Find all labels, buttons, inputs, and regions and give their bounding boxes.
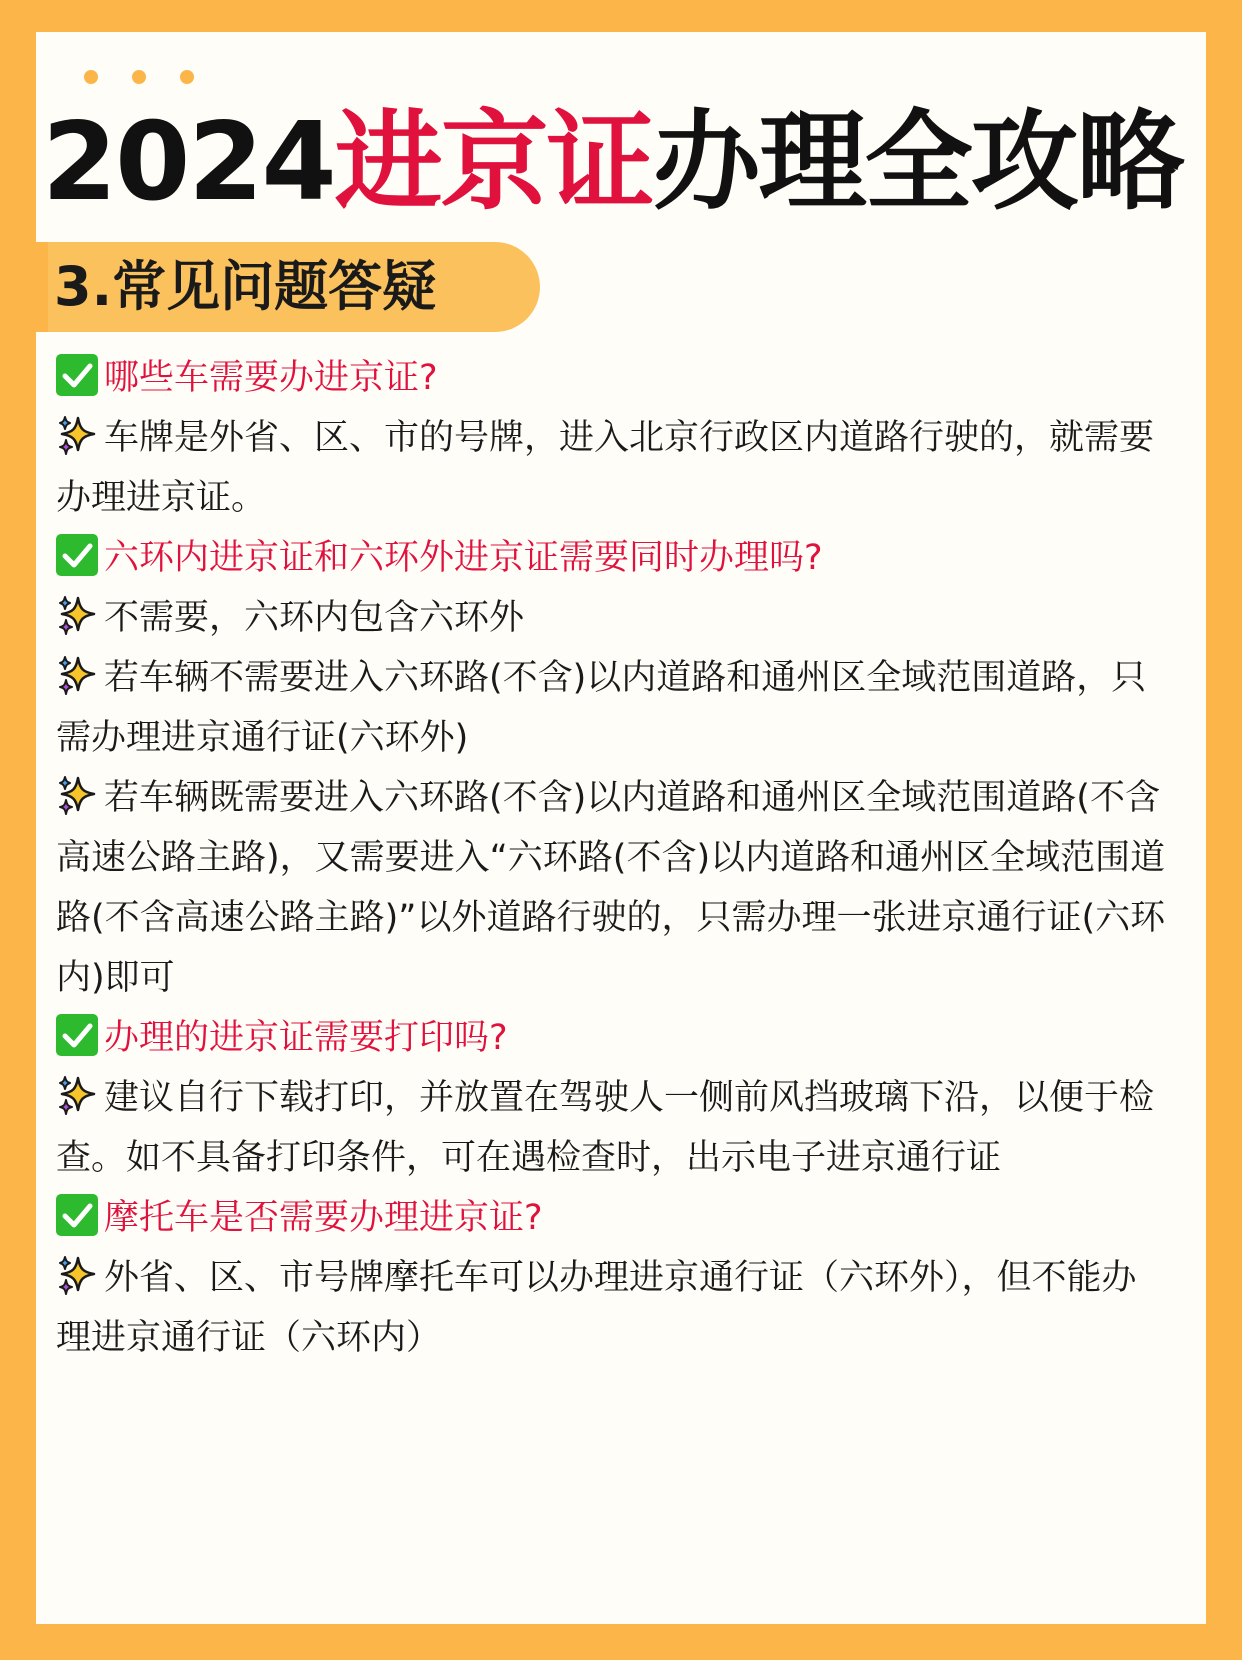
dot-icon (132, 70, 146, 84)
answer-text: 不需要，六环内包含六环外 (104, 598, 525, 638)
question-line (56, 528, 1166, 588)
page-title (42, 88, 1202, 238)
check-icon (56, 534, 98, 576)
section-tab (36, 242, 540, 332)
answer-line (56, 768, 1166, 1008)
question-line (56, 1008, 1166, 1068)
sparkle-icon (56, 594, 98, 636)
check-icon (56, 354, 98, 396)
sparkle-icon (56, 1254, 98, 1296)
question-text: 摩托车是否需要办理进京证? (104, 1198, 543, 1238)
question-text: 办理的进京证需要打印吗? (104, 1018, 508, 1058)
check-icon (56, 1194, 98, 1236)
answer-text: 车牌是外省、区、市的号牌，进入北京行政区内道路行驶的，就需要办理进京证。 (56, 418, 1155, 518)
title-year: 2024 (42, 100, 335, 225)
answer-line (56, 648, 1166, 768)
title-highlight: 进京证 (334, 100, 653, 225)
question-text: 六环内进京证和六环外进京证需要同时办理吗? (104, 538, 823, 578)
question-line (56, 348, 1166, 408)
sparkle-icon (56, 1074, 98, 1116)
section-heading: 3.常见问题答疑 (54, 255, 437, 318)
sparkle-icon (56, 774, 98, 816)
answer-line (56, 408, 1166, 528)
check-icon (56, 1014, 98, 1056)
answer-line (56, 588, 1166, 648)
answer-line (56, 1068, 1166, 1188)
content-card (36, 32, 1206, 1624)
answer-text: 外省、区、市号牌摩托车可以办理进京通行证（六环外），但不能办理进京通行证（六环内） (56, 1258, 1137, 1358)
question-text: 哪些车需要办进京证? (104, 358, 438, 398)
answer-line (56, 1248, 1166, 1368)
dot-icon (84, 70, 98, 84)
decorative-dots (84, 70, 194, 84)
title-rest: 办理全攻略 (652, 100, 1183, 225)
answer-text: 若车辆既需要进入六环路(不含)以内道路和通州区全域范围道路(不含高速公路主路)，又需要进入“六环路(不含)以内道路和通州区全域范围道路(不含高速公路主路)”以外道路行驶的，只需办理一张进京通行证(六环内)即可 (56, 778, 1166, 998)
answer-text: 建议自行下载打印，并放置在驾驶人一侧前风挡玻璃下沿，以便于检查。如不具备打印条件，可在遇检查时，出示电子进京通行证 (56, 1078, 1155, 1178)
dot-icon (180, 70, 194, 84)
sparkle-icon (56, 414, 98, 456)
sparkle-icon (56, 654, 98, 696)
answer-text: 若车辆不需要进入六环路(不含)以内道路和通州区全域范围道路，只需办理进京通行证(六环外) (56, 658, 1147, 758)
qa-list (56, 348, 1166, 1368)
section-tab-bar (36, 242, 48, 332)
question-line (56, 1188, 1166, 1248)
